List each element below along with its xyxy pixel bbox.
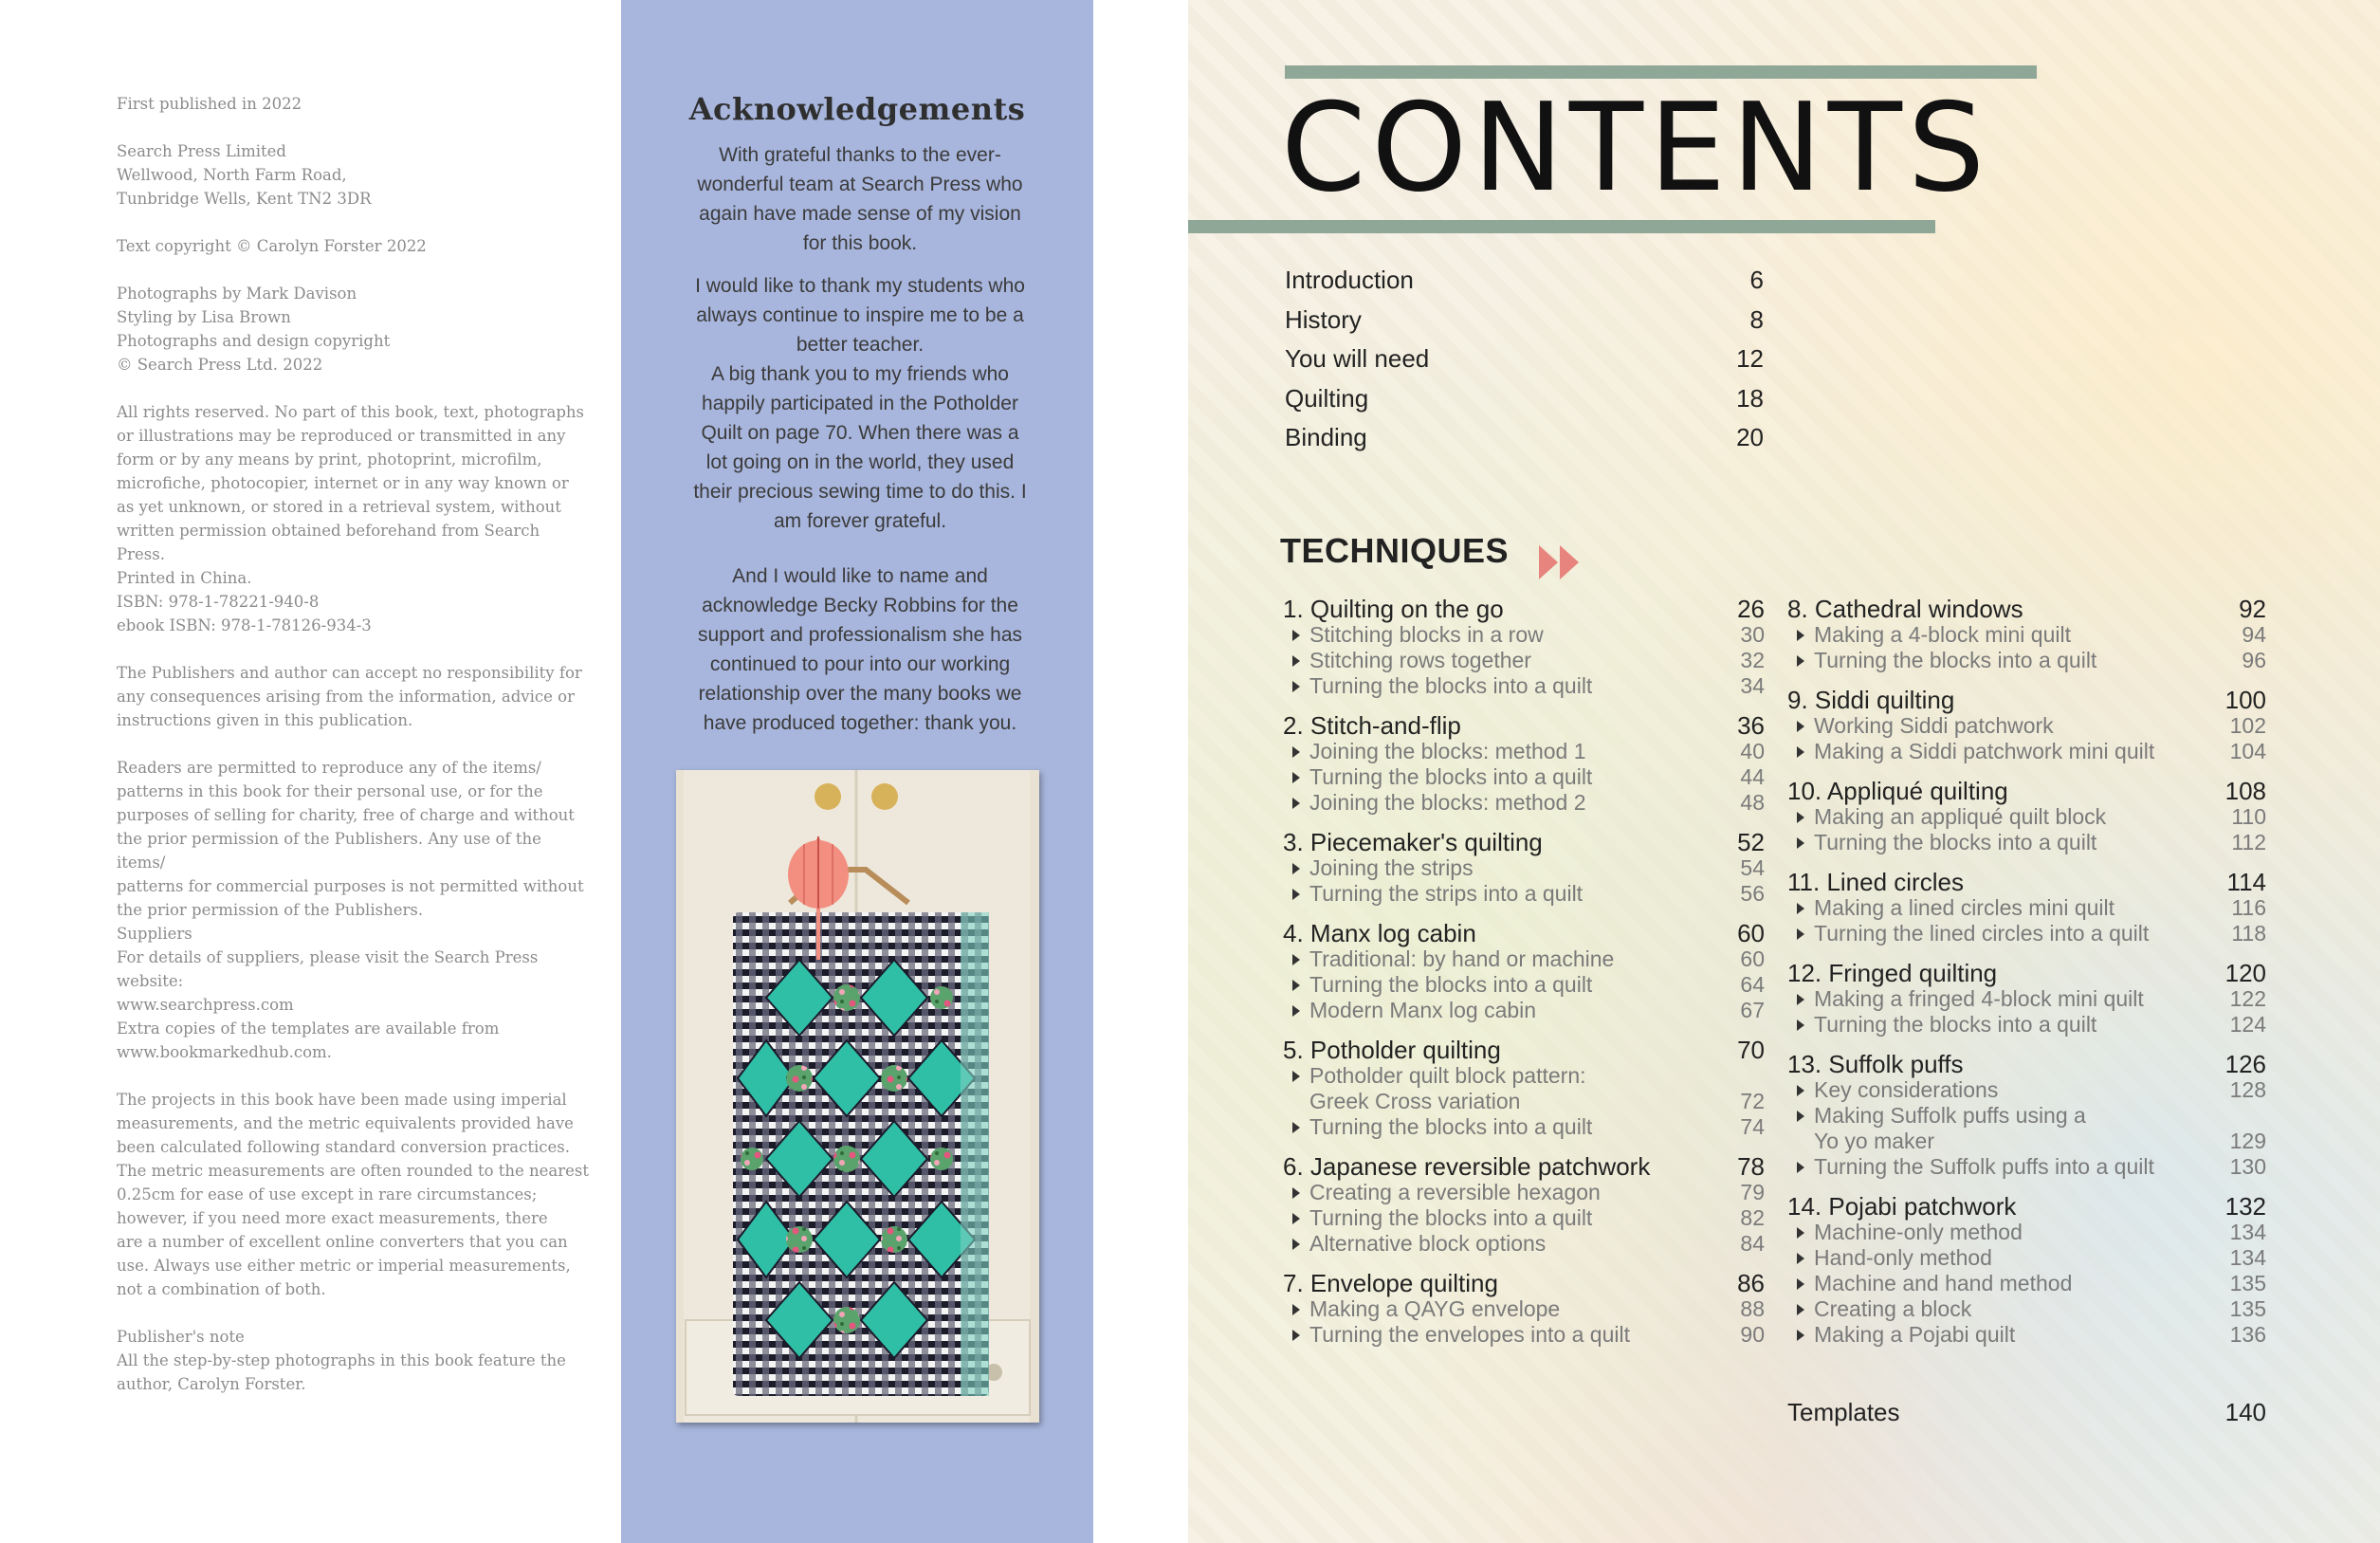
toc-subentry[interactable]: [1283, 1296, 1765, 1322]
toc-subentry-label: Joining the blocks: method 2: [1309, 790, 1586, 815]
toc-subentry-page: 60: [1740, 946, 1765, 971]
acknowledgements-line: wonderful team at Search Press who: [697, 174, 1023, 195]
toc-subentry-page: 64: [1740, 972, 1765, 997]
toc-chapter: [1787, 596, 2266, 673]
toc-subentry[interactable]: [1787, 1271, 2266, 1296]
toc-chapter: [1787, 960, 2266, 1038]
copyright-line: measurements, and the metric equivalents provided have: [117, 1114, 574, 1132]
toc-chapter-label: 3. Piecemaker's quilting: [1283, 828, 1543, 856]
toc-subentry-label: Making an appliqué quilt block: [1814, 804, 2107, 829]
toc-subentry-page: 104: [2229, 739, 2266, 763]
toc-subentry[interactable]: [1283, 739, 1765, 764]
toc-subentry-page: 110: [2231, 804, 2266, 829]
toc-subentry-label: Turning the blocks into a quilt: [1814, 830, 2097, 854]
title-bottom-rule: [1188, 220, 1935, 233]
toc-chapter-title[interactable]: [1787, 596, 2266, 622]
toc-subentry-page: 32: [1740, 648, 1765, 672]
copyright-line: Search Press Limited: [117, 142, 286, 160]
copyright-paragraph: [117, 922, 591, 1017]
toc-chapter-label: 12. Fringed quilting: [1787, 959, 1998, 987]
copyright-line: The metric measurements are often rounded to the nearest: [117, 1162, 590, 1180]
toc-subentry[interactable]: [1787, 986, 2266, 1012]
toc-templates-page: 140: [2224, 1398, 2266, 1426]
toc-subentry[interactable]: [1787, 895, 2266, 921]
copyright-line: The projects in this book have been made using imperial: [117, 1091, 567, 1109]
toc-chapter-label: 8. Cathedral windows: [1787, 595, 2023, 623]
toc-chapter: [1283, 596, 1765, 699]
toc-chapter-page: 92: [2239, 595, 2266, 623]
copyright-paragraph: [117, 92, 591, 116]
copyright-paragraph: [117, 590, 591, 637]
toc-chapter: [1283, 712, 1765, 816]
copyright-line: ISBN: 978-1-78221-940-8: [117, 593, 320, 611]
toc-subentry-label: Making a Siddi patchwork mini quilt: [1814, 739, 2155, 763]
toc-subentry[interactable]: [1283, 764, 1765, 790]
toc-subentry[interactable]: [1283, 972, 1765, 998]
copyright-line: www.searchpress.com: [117, 996, 294, 1014]
quilt-photo-image: [676, 770, 1039, 1423]
copyright-line: Text copyright © Carolyn Forster 2022: [117, 237, 427, 255]
toc-subentry[interactable]: [1283, 946, 1765, 972]
toc-chapter-page: 100: [2224, 686, 2266, 714]
copyright-line: Wellwood, North Farm Road,: [117, 166, 347, 184]
acknowledgements-line: always continue to inspire me to be a: [696, 304, 1024, 326]
toc-subentry[interactable]: [1787, 1154, 2266, 1180]
toc-subentry-label: Joining the strips: [1309, 855, 1474, 880]
copyright-line: purposes of selling for charity, free of charge and without: [117, 806, 575, 824]
toc-chapter: [1787, 869, 2266, 946]
copyright-line: For details of suppliers, please visit the Search Press website:: [117, 948, 539, 990]
toc-subentry-page: 44: [1740, 764, 1765, 789]
toc-subentry[interactable]: [1787, 1245, 2266, 1271]
toc-subentry[interactable]: [1787, 830, 2266, 855]
acknowledgements-page: [621, 0, 1093, 1543]
toc-subentry-label: Hand-only method: [1814, 1245, 1992, 1270]
acknowledgements-line: their precious sewing time to do this. I: [693, 481, 1027, 503]
toc-intro-entry[interactable]: [1285, 423, 1764, 452]
copyright-paragraph: [117, 234, 591, 258]
copyright-line: © Search Press Ltd. 2022: [117, 356, 323, 374]
toc-chapter-title[interactable]: [1283, 1037, 1765, 1063]
toc-subentry[interactable]: [1283, 998, 1765, 1023]
copyright-line: not a combination of both.: [117, 1280, 326, 1298]
toc-subentry-label: Turning the envelopes into a quilt: [1309, 1322, 1630, 1347]
toc-subentry[interactable]: [1787, 713, 2266, 739]
toc-subentry-label: Potholder quilt block pattern: Greek Cross variation: [1309, 1063, 1586, 1113]
copyright-line: microfiche, photocopier, internet or in any way known or: [117, 474, 569, 492]
toc-entry-page: 18: [1736, 383, 1764, 413]
toc-entry-label: You will need: [1285, 344, 1430, 373]
toc-subentry-label: Turning the blocks into a quilt: [1309, 1205, 1593, 1230]
copyright-line: form or by any means by print, photoprint, microfilm,: [117, 450, 542, 468]
toc-chapter: [1283, 1270, 1765, 1348]
toc-subentry[interactable]: [1787, 1103, 2266, 1154]
toc-chapter-label: 5. Potholder quilting: [1283, 1036, 1501, 1064]
toc-subentry-page: 116: [2231, 895, 2266, 920]
toc-chapter-label: 4. Manx log cabin: [1283, 919, 1476, 947]
toc-subentry[interactable]: [1283, 790, 1765, 816]
techniques-heading: TECHNIQUES: [1280, 531, 1510, 570]
toc-subentry-label: Turning the blocks into a quilt: [1309, 764, 1593, 789]
toc-chapter-label: 13. Suffolk puffs: [1787, 1050, 1964, 1078]
toc-chapter-label: 7. Envelope quilting: [1283, 1269, 1498, 1297]
toc-subentry-label: Making a 4-block mini quilt: [1814, 622, 2072, 647]
copyright-line: the prior permission of the Publishers. Any use of the items/: [117, 830, 541, 872]
toc-subentry[interactable]: [1283, 855, 1765, 881]
copyright-paragraph: [117, 1325, 591, 1396]
toc-chapter-title[interactable]: [1787, 1051, 2266, 1077]
toc-intro-entry[interactable]: [1285, 266, 1764, 295]
toc-subentry-label: Turning the Suffolk puffs into a quilt: [1814, 1154, 2154, 1179]
contents-title: CONTENTS: [1281, 78, 1991, 219]
copyright-paragraph: [117, 661, 591, 732]
toc-subentry[interactable]: [1787, 921, 2266, 946]
toc-chapter: [1283, 829, 1765, 907]
toc-subentry[interactable]: [1283, 622, 1765, 648]
acknowledgements-paragraph: [675, 271, 1045, 359]
copyright-line: are a number of excellent online converters that you can: [117, 1233, 568, 1251]
acknowledgements-line: again have made sense of my vision: [699, 203, 1021, 225]
toc-chapter-label: 9. Siddi quilting: [1787, 686, 1955, 714]
copyright-paragraph: [117, 1017, 591, 1064]
toc-chapter-page: 114: [2226, 868, 2266, 896]
toc-subentry[interactable]: [1283, 1063, 1765, 1114]
toc-subentry-label: Making Suffolk puffs using a Yo yo maker: [1814, 1103, 2086, 1153]
copyright-line: All the step-by-step photographs in this book feature the: [117, 1351, 566, 1369]
copyright-line: as yet unknown, or stored in a retrieval system, without: [117, 498, 561, 516]
toc-chapter-page: 132: [2224, 1192, 2266, 1221]
toc-subentry-page: 72: [1740, 1089, 1765, 1113]
acknowledgements-line: better teacher.: [796, 334, 925, 356]
toc-subentry-page: 82: [1740, 1205, 1765, 1230]
toc-chapter-title[interactable]: [1787, 778, 2266, 804]
toc-subentry-label: Key considerations: [1814, 1077, 1999, 1102]
toc-subentry-label: Making a fringed 4-block mini quilt: [1814, 986, 2144, 1011]
acknowledgements-line: I would like to thank my students who: [695, 275, 1025, 297]
toc-chapter-title[interactable]: [1283, 1270, 1765, 1296]
copyright-line: ebook ISBN: 978-1-78126-934-3: [117, 616, 372, 634]
toc-subentry[interactable]: [1787, 1077, 2266, 1103]
toc-chapter-page: 126: [2224, 1050, 2266, 1078]
toc-subentry-page: 128: [2229, 1077, 2266, 1102]
toc-subentry-label: Modern Manx log cabin: [1309, 998, 1537, 1022]
toc-subentry-label: Turning the blocks into a quilt: [1309, 673, 1593, 698]
toc-chapter-label: 1. Quilting on the go: [1283, 595, 1504, 623]
toc-intro-entry[interactable]: [1285, 384, 1764, 413]
double-arrow-icon: [1539, 545, 1584, 579]
toc-subentry-label: Traditional: by hand or machine: [1309, 946, 1615, 971]
copyright-line: Extra copies of the templates are available from: [117, 1019, 500, 1038]
toc-subentry[interactable]: [1283, 673, 1765, 699]
toc-subentry-page: 30: [1740, 622, 1765, 647]
toc-subentry-label: Working Siddi patchwork: [1814, 713, 2054, 738]
acknowledgements-line: With grateful thanks to the ever-: [719, 144, 1001, 166]
copyright-line: or illustrations may be reproduced or transmitted in any: [117, 427, 566, 445]
copyright-line: patterns for commercial purposes is not permitted without: [117, 877, 584, 895]
toc-subentry[interactable]: [1787, 1322, 2266, 1348]
toc-chapter-page: 120: [2224, 959, 2266, 987]
toc-subentry-page: 67: [1740, 998, 1765, 1022]
copyright-line: 0.25cm for ease of use except in rare circumstances;: [117, 1185, 538, 1203]
toc-subentry[interactable]: [1283, 1180, 1765, 1205]
toc-subentry-label: Making a Pojabi quilt: [1814, 1322, 2016, 1347]
acknowledgements-paragraph: [675, 359, 1045, 536]
copyright-line: First published in 2022: [117, 95, 302, 113]
acknowledgements-line: relationship over the many books we: [698, 683, 1022, 705]
toc-chapter: [1283, 920, 1765, 1023]
toc-subentry[interactable]: [1283, 1114, 1765, 1140]
toc-chapter-page: 52: [1737, 828, 1765, 856]
contents-page: [1188, 0, 2380, 1543]
toc-entry-page: 6: [1749, 266, 1764, 294]
toc-subentry-label: Turning the blocks into a quilt: [1309, 972, 1593, 997]
toc-entry-label: Binding: [1285, 423, 1367, 451]
toc-chapter-title[interactable]: [1283, 712, 1765, 739]
copyright-line: Photographs by Mark Davison: [117, 285, 357, 303]
acknowledgements-line: acknowledge Becky Robbins for the: [702, 595, 1018, 616]
toc-subentry-page: 56: [1740, 881, 1765, 906]
toc-intro-entry[interactable]: [1285, 305, 1764, 335]
copyright-line: however, if you need more exact measurements, there: [117, 1209, 548, 1227]
copyright-line: the prior permission of the Publishers.: [117, 901, 424, 919]
toc-chapter-page: 36: [1737, 711, 1765, 740]
acknowledgements-line: Quilt on page 70. When there was a: [701, 422, 1019, 444]
toc-subentry-page: 112: [2231, 830, 2266, 854]
toc-subentry-page: 79: [1740, 1180, 1765, 1204]
acknowledgements-line: And I would like to name and: [732, 565, 988, 587]
toc-chapter-title[interactable]: [1787, 1193, 2266, 1220]
acknowledgements-line: continued to pour into our working: [709, 653, 1011, 675]
toc-entry-label: History: [1285, 304, 1362, 334]
toc-subentry-page: 90: [1740, 1322, 1765, 1347]
toc-subentry-page: 102: [2229, 713, 2266, 738]
toc-subentry-page: 130: [2229, 1154, 2266, 1179]
copyright-line: Readers are permitted to reproduce any of the items/: [117, 759, 541, 777]
toc-entry-label: Introduction: [1285, 266, 1414, 294]
toc-chapter-title[interactable]: [1787, 687, 2266, 713]
toc-subentry-page: 135: [2229, 1271, 2266, 1295]
toc-subentry-page: 129: [2229, 1129, 2266, 1153]
copyright-line: patterns in this book for their personal use, or for the: [117, 782, 543, 800]
copyright-paragraph: [117, 1088, 591, 1301]
toc-chapter: [1787, 778, 2266, 855]
copyright-line: www.bookmarkedhub.com.: [117, 1043, 332, 1061]
copyright-page: [0, 0, 621, 1543]
toc-subentry-page: 136: [2229, 1322, 2266, 1347]
toc-subentry-page: 96: [2242, 648, 2266, 672]
copyright-line: The Publishers and author can accept no responsibility for: [117, 664, 582, 682]
copyright-line: been calculated following standard conversion practices.: [117, 1138, 571, 1156]
copyright-line: Photographs and design copyright: [117, 332, 391, 350]
toc-subentry-label: Machine and hand method: [1814, 1271, 2073, 1295]
toc-chapter-page: 108: [2224, 777, 2266, 805]
toc-entry-label: Quilting: [1285, 383, 1369, 413]
acknowledgements-line: have produced together: thank you.: [703, 712, 1017, 734]
toc-subentry[interactable]: [1283, 648, 1765, 673]
toc-subentry-page: 122: [2229, 986, 2266, 1011]
toc-subentry[interactable]: [1787, 648, 2266, 673]
toc-chapter-page: 70: [1737, 1036, 1765, 1064]
toc-subentry[interactable]: [1787, 804, 2266, 830]
copyright-line: any consequences arising from the information, advice or: [117, 688, 575, 706]
toc-subentry-page: 74: [1740, 1114, 1765, 1139]
toc-intro-entry[interactable]: [1285, 344, 1764, 374]
toc-subentry-page: 94: [2242, 622, 2266, 647]
copyright-line: All rights reserved. No part of this book, text, photographs: [117, 403, 585, 421]
toc-templates-entry[interactable]: [1787, 1398, 2266, 1427]
toc-chapter-title[interactable]: [1283, 1153, 1765, 1180]
toc-subentry-label: Alternative block options: [1309, 1231, 1547, 1256]
toc-subentry-label: Creating a block: [1814, 1296, 1972, 1321]
toc-subentry-page: 48: [1740, 790, 1765, 815]
gutter: [1093, 0, 1188, 1543]
toc-chapter: [1787, 1051, 2266, 1180]
toc-subentry-label: Turning the lined circles into a quilt: [1814, 921, 2150, 946]
copyright-line: author, Carolyn Forster.: [117, 1375, 306, 1393]
toc-chapter-title[interactable]: [1283, 920, 1765, 946]
toc-subentry[interactable]: [1283, 1322, 1765, 1348]
acknowledgements-line: happily participated in the Potholder: [702, 393, 1018, 414]
toc-entry-page: 8: [1749, 304, 1764, 334]
toc-subentry-label: Stitching rows together: [1309, 648, 1531, 672]
acknowledgements-line: A big thank you to my friends who: [710, 363, 1009, 385]
toc-chapter-page: 60: [1737, 919, 1765, 947]
toc-chapter-label: 6. Japanese reversible patchwork: [1283, 1152, 1651, 1181]
copyright-line: Publisher's note: [117, 1328, 245, 1346]
toc-chapter-title[interactable]: [1787, 960, 2266, 986]
toc-subentry-label: Creating a reversible hexagon: [1309, 1180, 1601, 1204]
toc-subentry[interactable]: [1787, 622, 2266, 648]
toc-subentry-page: 134: [2229, 1245, 2266, 1270]
acknowledgements-line: am forever grateful.: [773, 510, 947, 532]
toc-subentry-label: Making a QAYG envelope: [1309, 1296, 1561, 1321]
copyright-paragraph: [117, 756, 591, 922]
toc-subentry-page: 34: [1740, 673, 1765, 698]
toc-subentry-page: 134: [2229, 1220, 2266, 1244]
acknowledgements-paragraph: [675, 561, 1045, 738]
toc-entry-page: 12: [1736, 344, 1764, 373]
toc-subentry-label: Joining the blocks: method 1: [1309, 739, 1586, 763]
toc-subentry[interactable]: [1283, 1205, 1765, 1231]
toc-subentry[interactable]: [1283, 1231, 1765, 1257]
toc-chapter: [1283, 1037, 1765, 1140]
toc-subentry-label: Making a lined circles mini quilt: [1814, 895, 2115, 920]
acknowledgements-line: lot going on in the world, they used: [705, 451, 1015, 473]
toc-chapter: [1283, 1153, 1765, 1257]
toc-chapter-title[interactable]: [1283, 596, 1765, 622]
toc-subentry-label: Machine-only method: [1814, 1220, 2023, 1244]
toc-subentry[interactable]: [1787, 1220, 2266, 1245]
toc-subentry-page: 124: [2229, 1012, 2266, 1037]
toc-chapter-title[interactable]: [1787, 869, 2266, 895]
toc-chapter: [1787, 1193, 2266, 1348]
toc-chapter-page: 26: [1737, 595, 1765, 623]
copyright-line: use. Always use either metric or imperial measurements,: [117, 1257, 571, 1275]
toc-subentry-page: 54: [1740, 855, 1765, 880]
toc-chapter: [1787, 687, 2266, 764]
toc-right-column: [1787, 596, 2266, 1361]
copyright-line: Printed in China.: [117, 569, 252, 587]
toc-chapter-page: 86: [1737, 1269, 1765, 1297]
acknowledgements-line: for this book.: [802, 232, 918, 254]
toc-left-column: [1283, 596, 1765, 1361]
copyright-paragraph: [117, 400, 591, 590]
toc-chapter-title[interactable]: [1283, 829, 1765, 855]
copyright-line: written permission obtained beforehand from Search Press.: [117, 522, 540, 563]
acknowledgements-line: support and professionalism she has: [697, 624, 1023, 646]
toc-subentry-label: Turning the strips into a quilt: [1309, 881, 1584, 906]
copyright-line: Tunbridge Wells, Kent TN2 3DR: [117, 190, 372, 208]
toc-entry-page: 20: [1736, 423, 1764, 451]
toc-chapter-label: 2. Stitch-and-flip: [1283, 711, 1461, 740]
title-top-rule: [1285, 65, 2037, 79]
toc-subentry-label: Turning the blocks into a quilt: [1309, 1114, 1593, 1139]
acknowledgements-title: Acknowledgements: [688, 91, 1026, 127]
toc-subentry[interactable]: [1787, 1012, 2266, 1038]
toc-subentry-page: 118: [2231, 921, 2266, 946]
toc-subentry-page: 135: [2229, 1296, 2266, 1321]
toc-subentry[interactable]: [1787, 739, 2266, 764]
toc-subentry[interactable]: [1787, 1296, 2266, 1322]
toc-subentry-page: 88: [1740, 1296, 1765, 1321]
toc-subentry-page: 84: [1740, 1231, 1765, 1256]
copyright-line: Styling by Lisa Brown: [117, 308, 291, 326]
toc-subentry[interactable]: [1283, 881, 1765, 907]
acknowledgements-paragraph: [675, 140, 1045, 258]
copyright-line: instructions given in this publication.: [117, 711, 413, 729]
toc-templates-label: Templates: [1787, 1398, 1900, 1426]
toc-subentry-label: Stitching blocks in a row: [1309, 622, 1544, 647]
copyright-paragraph: [117, 282, 591, 377]
toc-subentry-label: Turning the blocks into a quilt: [1814, 1012, 2097, 1037]
toc-subentry-page: 40: [1740, 739, 1765, 763]
toc-chapter-label: 10. Appliqué quilting: [1787, 777, 2008, 805]
toc-chapter-label: 14. Pojabi patchwork: [1787, 1192, 2017, 1221]
copyright-line: Suppliers: [117, 925, 192, 943]
toc-subentry-label: Turning the blocks into a quilt: [1814, 648, 2097, 672]
toc-chapter-label: 11. Lined circles: [1787, 868, 1964, 896]
toc-chapter-page: 78: [1737, 1152, 1765, 1181]
quilt-photo: [676, 770, 1039, 1423]
copyright-paragraph: [117, 139, 591, 211]
